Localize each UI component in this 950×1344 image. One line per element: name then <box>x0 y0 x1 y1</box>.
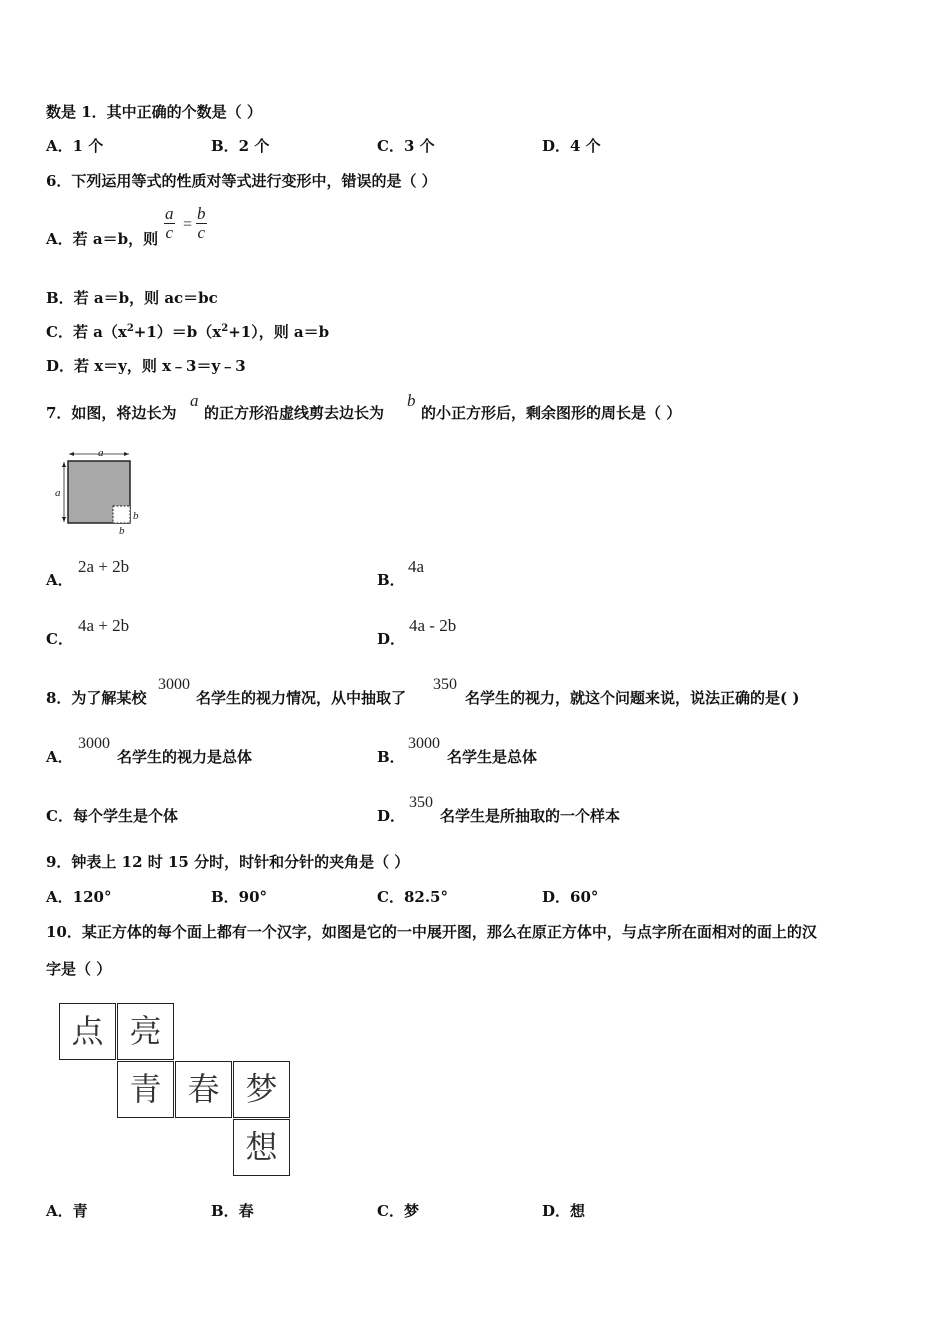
q8-option-b-num: 3000 <box>408 735 440 752</box>
q7-option-d-label: D． <box>377 630 406 648</box>
q6-option-c-sup: 2 <box>221 323 229 334</box>
q8-num-350: 350 <box>433 676 457 693</box>
q10-option-b: B．春 <box>211 1202 254 1220</box>
q9-stem: 9．钟表上 12 时 15 分时，时针和分针的夹角是（ ） <box>46 853 410 871</box>
net-cell: 亮 <box>117 1003 174 1060</box>
q8-option-c: C．每个学生是个体 <box>46 807 178 825</box>
q10-option-d: D．想 <box>542 1202 586 1220</box>
q7-stem-part-a: 7．如图，将边长为 <box>46 404 177 422</box>
cut-small-square <box>113 506 130 523</box>
q6-option-c-part: C．若 a（x <box>46 323 127 341</box>
right-label: b <box>133 510 139 522</box>
q7-option-c-label: C． <box>46 630 73 648</box>
q6-option-d: D．若 x＝y，则 x﹣3＝y﹣3 <box>46 357 246 375</box>
q10-option-a: A．青 <box>46 1202 88 1220</box>
q5-option-a: A．1 个 <box>46 137 104 155</box>
net-cell: 梦 <box>233 1061 290 1118</box>
q6-option-c-part: +1）＝b（x <box>133 323 222 341</box>
net-cell: 春 <box>175 1061 232 1118</box>
q6-option-b: B．若 a＝b，则 ac＝bc <box>46 289 218 307</box>
net-cell: 想 <box>233 1119 290 1176</box>
fraction-numerator: a <box>165 204 174 223</box>
q6-option-a-fraction-right <box>196 205 207 242</box>
q5-option-d: D．4 个 <box>542 137 601 155</box>
q6-option-a-prefix: A．若 a＝b，则 <box>46 230 159 248</box>
q9-option-c: C．82.5° <box>377 888 448 906</box>
q7-stem-part-c: 的小正方形后，剩余图形的周长是（ ） <box>421 404 682 422</box>
arrow-down-icon <box>62 517 66 522</box>
q8-option-d-num: 350 <box>409 794 433 811</box>
q6-option-c-sup: 2 <box>126 323 134 334</box>
q7-option-d-expr: 4a - 2b <box>409 616 457 635</box>
q8-option-d-label: D． <box>377 807 406 825</box>
bottom-label: b <box>119 525 125 537</box>
q7-option-a-expr: 2a + 2b <box>78 557 130 576</box>
q10-option-c: C．梦 <box>377 1202 419 1220</box>
q7-option-b-label: B． <box>377 571 405 589</box>
arrow-up-icon <box>62 462 66 467</box>
q7-option-a-label: A． <box>46 571 73 589</box>
q5-option-b: B．2 个 <box>211 137 270 155</box>
q6-stem: 6．下列运用等式的性质对等式进行变形中，错误的是（ ） <box>46 172 437 190</box>
q6-option-a-equals: = <box>183 216 193 233</box>
q6-option-a-fraction-left <box>164 205 175 242</box>
q8-option-a-num: 3000 <box>78 735 110 752</box>
arrow-left-icon <box>69 452 74 456</box>
q7-var-a: a <box>190 391 199 410</box>
q7-stem-part-b: 的正方形沿虚线剪去边长为 <box>204 404 385 422</box>
q8-num-3000: 3000 <box>158 676 190 693</box>
q7-option-b-expr: 4a <box>408 557 425 576</box>
q8-option-a-text: 名学生的视力是总体 <box>117 748 253 766</box>
left-label: a <box>55 487 61 499</box>
q8-option-b-text: 名学生是总体 <box>447 748 538 766</box>
q10-stem-line1: 10．某正方体的每个面上都有一个汉字，如图是它的一中展开图，那么在原正方体中，与点字所在面相对的面上的汉 <box>46 923 817 941</box>
q6-option-c-part: +1），则 a＝b <box>228 323 330 341</box>
net-cell: 点 <box>59 1003 116 1060</box>
q8-option-a-label: A． <box>46 748 73 766</box>
q8-stem-part-a: 8．为了解某校 <box>46 689 147 707</box>
q9-option-d: D．60° <box>542 888 599 906</box>
q9-option-a: A．120° <box>46 888 112 906</box>
arrow-right-icon <box>124 452 129 456</box>
q6-option-c <box>46 323 329 341</box>
q8-option-d-text: 名学生是所抽取的一个样本 <box>440 807 621 825</box>
fraction-denominator: c <box>197 223 206 242</box>
q7-option-c-expr: 4a + 2b <box>78 616 130 635</box>
q8-stem-part-b: 名学生的视力情况，从中抽取了 <box>196 689 407 707</box>
q9-option-b: B．90° <box>211 888 268 906</box>
q8-stem-part-c: 名学生的视力，就这个问题来说，说法正确的是( ) <box>465 689 800 707</box>
q5-option-c: C．3 个 <box>377 137 435 155</box>
fraction-numerator: b <box>197 204 206 223</box>
net-cell: 青 <box>117 1061 174 1118</box>
q5-stem-tail: 数是 1．其中正确的个数是（ ） <box>46 103 262 121</box>
top-label: a <box>98 447 104 459</box>
q10-stem-line2: 字是（ ） <box>46 960 112 978</box>
fraction-denominator: c <box>165 223 174 242</box>
q7-var-b: b <box>407 391 416 410</box>
q7-square-figure <box>50 444 150 539</box>
q8-option-b-label: B． <box>377 748 405 766</box>
